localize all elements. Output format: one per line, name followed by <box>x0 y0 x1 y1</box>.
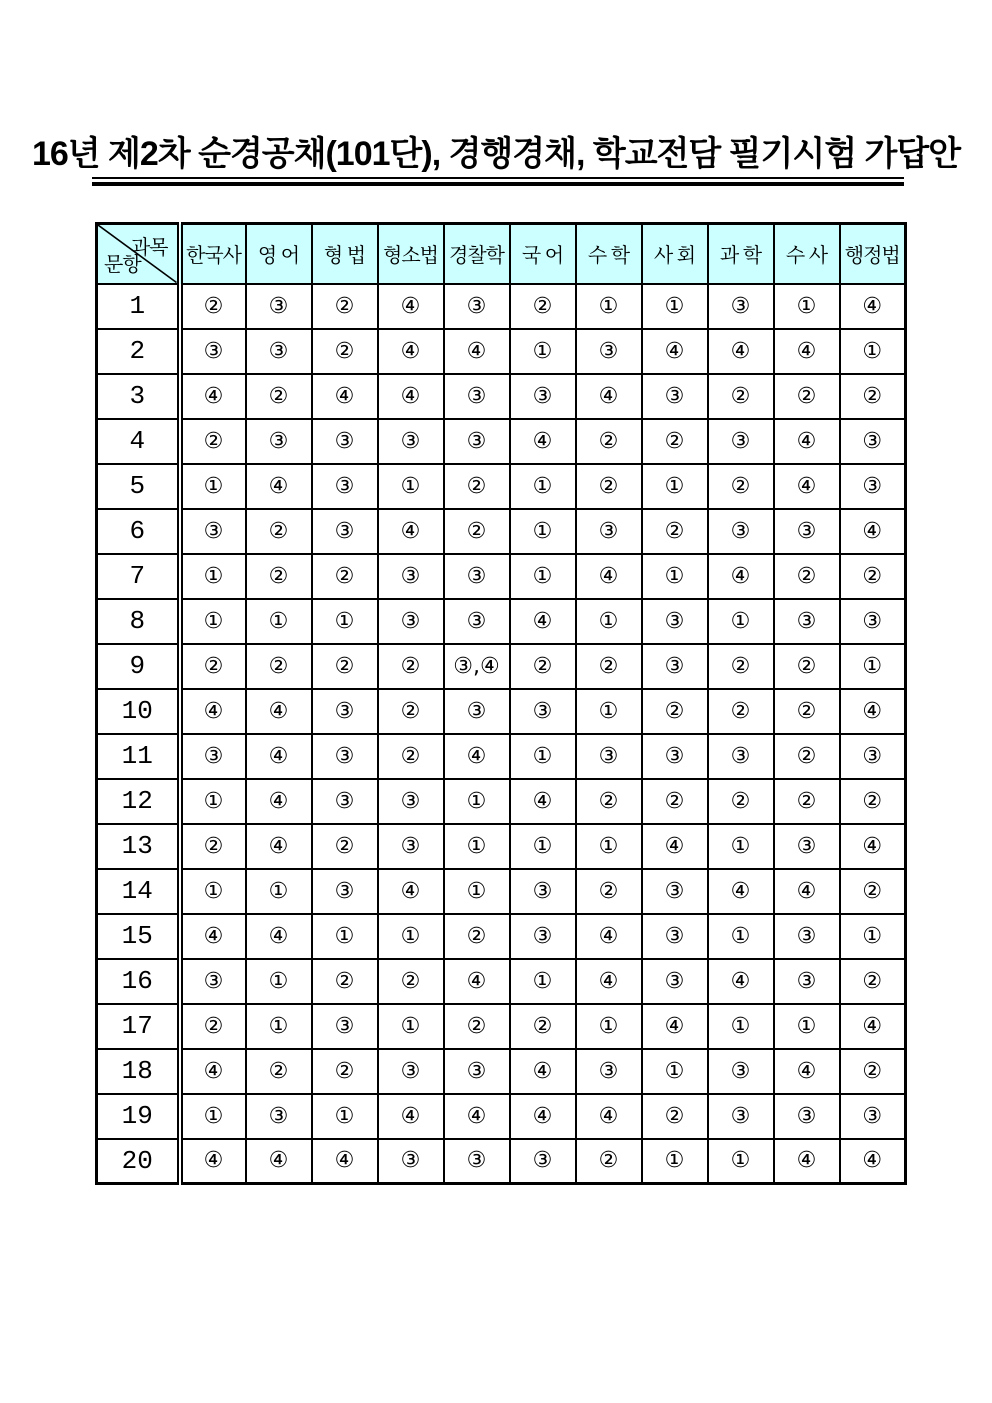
answer-cell: ① <box>180 1094 246 1139</box>
answer-cell: ② <box>510 284 576 329</box>
answer-cell: ② <box>774 554 840 599</box>
answer-cell: ① <box>246 869 312 914</box>
answer-cell: ④ <box>576 374 642 419</box>
answer-cell: ④ <box>840 824 906 869</box>
answer-cell: ② <box>708 644 774 689</box>
page-title: 16년 제2차 순경공채(101단), 경행경채, 학교전담 필기시험 가답안 <box>31 135 961 173</box>
answer-cell: ④ <box>378 374 444 419</box>
answer-cell: ④ <box>444 1094 510 1139</box>
answer-cell: ① <box>312 914 378 959</box>
answer-cell: ③ <box>840 464 906 509</box>
answer-cell: ③ <box>246 329 312 374</box>
column-header: 한국사 <box>180 224 246 284</box>
answer-cell: ③ <box>708 734 774 779</box>
answer-key-table <box>95 222 907 1185</box>
answer-cell: ② <box>642 419 708 464</box>
answer-cell: ② <box>180 644 246 689</box>
column-header: 형소법 <box>378 224 444 284</box>
answer-cell: ③ <box>840 734 906 779</box>
answer-cell: ③ <box>246 419 312 464</box>
table-row <box>97 419 906 464</box>
answer-cell: ② <box>246 554 312 599</box>
corner-label-subject: 과목 <box>130 237 168 259</box>
answer-cell: ④ <box>840 1139 906 1184</box>
answer-cell: ③ <box>510 914 576 959</box>
answer-cell: ② <box>312 959 378 1004</box>
corner-label-question: 문항 <box>104 253 141 276</box>
answer-cell: ② <box>378 734 444 779</box>
answer-cell: ② <box>378 644 444 689</box>
answer-cell: ③ <box>642 959 708 1004</box>
question-number: 14 <box>97 869 180 914</box>
answer-cell: ① <box>708 1004 774 1049</box>
answer-cell: ① <box>840 644 906 689</box>
table-row <box>97 554 906 599</box>
answer-cell: ④ <box>708 554 774 599</box>
answer-cell: ③ <box>510 869 576 914</box>
answer-cell: ② <box>510 1004 576 1049</box>
answer-cell: ① <box>246 959 312 1004</box>
answer-cell: ④ <box>312 1139 378 1184</box>
answer-cell: ④ <box>378 509 444 554</box>
answer-cell: ① <box>378 464 444 509</box>
answer-cell: ③ <box>510 374 576 419</box>
answer-cell: ② <box>576 419 642 464</box>
table-body <box>97 284 906 1184</box>
answer-cell: ④ <box>444 734 510 779</box>
answer-cell: ② <box>774 779 840 824</box>
header-row <box>97 224 906 284</box>
answer-cell: ④ <box>378 329 444 374</box>
answer-cell: ① <box>642 1139 708 1184</box>
answer-cell: ③ <box>642 914 708 959</box>
answer-cell: ③ <box>246 284 312 329</box>
answer-cell: ② <box>708 779 774 824</box>
answer-cell: ③ <box>840 599 906 644</box>
answer-cell: ② <box>312 329 378 374</box>
answer-cell: ④ <box>378 869 444 914</box>
column-header: 행정법 <box>840 224 906 284</box>
answer-cell: ③ <box>708 509 774 554</box>
answer-cell: ② <box>444 464 510 509</box>
table-row <box>97 779 906 824</box>
answer-cell: ② <box>312 644 378 689</box>
answer-cell: ④ <box>708 959 774 1004</box>
answer-cell: ④ <box>246 914 312 959</box>
table-row <box>97 1004 906 1049</box>
answer-cell: ③ <box>708 284 774 329</box>
question-number: 12 <box>97 779 180 824</box>
answer-cell: ② <box>444 509 510 554</box>
answer-cell: ③ <box>444 689 510 734</box>
answer-cell: ③ <box>774 509 840 554</box>
question-number: 5 <box>97 464 180 509</box>
answer-cell: ④ <box>444 959 510 1004</box>
table-row <box>97 689 906 734</box>
answer-cell: ② <box>576 779 642 824</box>
answer-cell: ④ <box>774 419 840 464</box>
answer-cell: ③ <box>444 284 510 329</box>
question-number: 2 <box>97 329 180 374</box>
answer-cell: ② <box>708 464 774 509</box>
answer-cell: ④ <box>774 329 840 374</box>
answer-cell: ③ <box>708 419 774 464</box>
question-number: 17 <box>97 1004 180 1049</box>
answer-cell: ③ <box>246 1094 312 1139</box>
answer-cell: ③,④ <box>444 644 510 689</box>
answer-cell: ② <box>378 959 444 1004</box>
question-number: 6 <box>97 509 180 554</box>
answer-cell: ④ <box>246 1139 312 1184</box>
answer-cell: ③ <box>840 419 906 464</box>
answer-cell: ④ <box>180 689 246 734</box>
answer-cell: ③ <box>378 1139 444 1184</box>
answer-cell: ② <box>774 644 840 689</box>
answer-cell: ① <box>774 1004 840 1049</box>
answer-cell: ② <box>642 779 708 824</box>
question-number: 8 <box>97 599 180 644</box>
answer-cell: ② <box>642 1094 708 1139</box>
answer-cell: ② <box>840 779 906 824</box>
answer-cell: ③ <box>312 1004 378 1049</box>
answer-cell: ① <box>246 599 312 644</box>
table-row <box>97 599 906 644</box>
answer-cell: ① <box>708 914 774 959</box>
answer-cell: ② <box>840 959 906 1004</box>
answer-cell: ① <box>708 599 774 644</box>
question-number: 11 <box>97 734 180 779</box>
answer-cell: ① <box>576 824 642 869</box>
answer-cell: ① <box>708 1139 774 1184</box>
answer-cell: ④ <box>774 1049 840 1094</box>
answer-cell: ④ <box>576 959 642 1004</box>
table-row <box>97 959 906 1004</box>
question-number: 13 <box>97 824 180 869</box>
answer-cell: ② <box>312 824 378 869</box>
answer-cell: ② <box>708 689 774 734</box>
answer-cell: ① <box>510 734 576 779</box>
answer-cell: ④ <box>246 824 312 869</box>
answer-cell: ① <box>840 914 906 959</box>
answer-cell: ③ <box>642 374 708 419</box>
question-number: 16 <box>97 959 180 1004</box>
answer-cell: ③ <box>708 1049 774 1094</box>
table-row <box>97 284 906 329</box>
answer-cell: ① <box>180 869 246 914</box>
answer-cell: ① <box>642 464 708 509</box>
question-number: 7 <box>97 554 180 599</box>
answer-cell: ① <box>510 464 576 509</box>
answer-cell: ② <box>774 374 840 419</box>
answer-cell: ① <box>312 599 378 644</box>
question-number: 18 <box>97 1049 180 1094</box>
answer-cell: ③ <box>444 1139 510 1184</box>
answer-cell: ③ <box>180 509 246 554</box>
answer-cell: ② <box>708 374 774 419</box>
answer-cell: ④ <box>708 869 774 914</box>
answer-cell: ④ <box>576 554 642 599</box>
answer-cell: ③ <box>180 734 246 779</box>
question-number: 9 <box>97 644 180 689</box>
answer-cell: ② <box>774 689 840 734</box>
column-header: 사 회 <box>642 224 708 284</box>
answer-cell: ① <box>510 329 576 374</box>
answer-cell: ② <box>378 689 444 734</box>
table-row <box>97 374 906 419</box>
answer-cell: ② <box>840 1049 906 1094</box>
answer-cell: ③ <box>510 689 576 734</box>
answer-cell: ③ <box>576 734 642 779</box>
answer-cell: ② <box>246 644 312 689</box>
answer-cell: ③ <box>312 734 378 779</box>
answer-cell: ② <box>576 644 642 689</box>
table-row <box>97 464 906 509</box>
answer-cell: ① <box>444 824 510 869</box>
answer-cell: ③ <box>312 419 378 464</box>
column-header: 경찰학 <box>444 224 510 284</box>
answer-cell: ② <box>312 554 378 599</box>
answer-cell: ③ <box>774 914 840 959</box>
answer-cell: ① <box>180 464 246 509</box>
answer-cell: ① <box>642 554 708 599</box>
answer-cell: ① <box>840 329 906 374</box>
column-header: 영 어 <box>246 224 312 284</box>
answer-cell: ④ <box>378 1094 444 1139</box>
answer-cell: ② <box>642 509 708 554</box>
question-number: 15 <box>97 914 180 959</box>
table-row <box>97 644 906 689</box>
table-row <box>97 914 906 959</box>
question-number: 10 <box>97 689 180 734</box>
table-row <box>97 329 906 374</box>
answer-cell: ④ <box>246 464 312 509</box>
answer-cell: ① <box>642 284 708 329</box>
answer-cell: ② <box>246 374 312 419</box>
answer-cell: ② <box>180 419 246 464</box>
answer-cell: ③ <box>312 779 378 824</box>
answer-cell: ④ <box>840 509 906 554</box>
question-number: 20 <box>97 1139 180 1184</box>
answer-cell: ② <box>180 284 246 329</box>
table-row <box>97 1094 906 1139</box>
answer-cell: ① <box>378 1004 444 1049</box>
table-row <box>97 1049 906 1094</box>
answer-cell: ④ <box>642 1004 708 1049</box>
answer-cell: ② <box>246 1049 312 1094</box>
answer-cell: ④ <box>378 284 444 329</box>
answer-cell: ② <box>642 689 708 734</box>
answer-cell: ④ <box>510 779 576 824</box>
answer-cell: ③ <box>642 734 708 779</box>
answer-cell: ④ <box>510 1049 576 1094</box>
answer-cell: ② <box>576 1139 642 1184</box>
answer-cell: ① <box>180 554 246 599</box>
answer-cell: ③ <box>576 329 642 374</box>
answer-cell: ③ <box>774 599 840 644</box>
question-number: 19 <box>97 1094 180 1139</box>
answer-cell: ③ <box>180 329 246 374</box>
answer-cell: ④ <box>708 329 774 374</box>
answer-cell: ③ <box>312 464 378 509</box>
answer-cell: ① <box>510 959 576 1004</box>
answer-cell: ③ <box>378 419 444 464</box>
answer-cell: ② <box>840 554 906 599</box>
answer-cell: ③ <box>642 599 708 644</box>
answer-cell: ④ <box>246 779 312 824</box>
answer-cell: ① <box>576 689 642 734</box>
answer-cell: ② <box>774 734 840 779</box>
answer-cell: ③ <box>642 644 708 689</box>
answer-cell: ① <box>444 779 510 824</box>
answer-cell: ④ <box>642 824 708 869</box>
answer-cell: ④ <box>840 284 906 329</box>
answer-cell: ① <box>510 509 576 554</box>
answer-cell: ① <box>642 1049 708 1094</box>
answer-cell: ② <box>246 509 312 554</box>
answer-cell: ③ <box>576 509 642 554</box>
question-number: 1 <box>97 284 180 329</box>
answer-cell: ④ <box>576 1094 642 1139</box>
answer-cell: ② <box>444 1004 510 1049</box>
answer-cell: ④ <box>180 1049 246 1094</box>
answer-cell: ② <box>576 869 642 914</box>
question-number: 4 <box>97 419 180 464</box>
answer-cell: ① <box>576 1004 642 1049</box>
answer-cell: ② <box>840 374 906 419</box>
column-header: 수 학 <box>576 224 642 284</box>
table-row <box>97 869 906 914</box>
column-header: 형 법 <box>312 224 378 284</box>
answer-cell: ④ <box>246 734 312 779</box>
answer-cell: ④ <box>576 914 642 959</box>
answer-cell: ④ <box>180 1139 246 1184</box>
table-row <box>97 1139 906 1184</box>
answer-cell: ③ <box>576 1049 642 1094</box>
answer-cell: ③ <box>444 374 510 419</box>
answer-cell: ③ <box>444 1049 510 1094</box>
column-header: 국 어 <box>510 224 576 284</box>
answer-cell: ④ <box>510 1094 576 1139</box>
table-row <box>97 734 906 779</box>
answer-cell: ① <box>708 824 774 869</box>
answer-cell: ① <box>246 1004 312 1049</box>
answer-cell: ③ <box>378 824 444 869</box>
answer-cell: ③ <box>312 869 378 914</box>
answer-cell: ③ <box>444 419 510 464</box>
answer-cell: ③ <box>444 599 510 644</box>
table-row <box>97 509 906 554</box>
answer-cell: ③ <box>444 554 510 599</box>
column-header: 과 학 <box>708 224 774 284</box>
title-underline <box>92 177 904 186</box>
answer-cell: ③ <box>774 1094 840 1139</box>
answer-cell: ③ <box>312 689 378 734</box>
answer-cell: ① <box>576 284 642 329</box>
question-number: 3 <box>97 374 180 419</box>
answer-cell: ③ <box>378 1049 444 1094</box>
answer-cell: ④ <box>840 689 906 734</box>
answer-cell: ② <box>180 1004 246 1049</box>
answer-cell: ④ <box>444 329 510 374</box>
answer-cell: ② <box>180 824 246 869</box>
answer-cell: ① <box>378 914 444 959</box>
answer-cell: ① <box>312 1094 378 1139</box>
answer-cell: ① <box>510 554 576 599</box>
answer-cell: ① <box>444 869 510 914</box>
answer-cell: ② <box>444 914 510 959</box>
answer-cell: ④ <box>840 1004 906 1049</box>
answer-cell: ③ <box>642 869 708 914</box>
answer-cell: ③ <box>312 509 378 554</box>
answer-cell: ③ <box>774 824 840 869</box>
answer-cell: ④ <box>774 1139 840 1184</box>
answer-cell: ③ <box>378 599 444 644</box>
answer-cell: ② <box>510 644 576 689</box>
answer-cell: ① <box>510 824 576 869</box>
answer-cell: ① <box>180 599 246 644</box>
answer-cell: ② <box>840 869 906 914</box>
answer-cell: ③ <box>180 959 246 1004</box>
answer-cell: ② <box>312 284 378 329</box>
answer-cell: ④ <box>510 599 576 644</box>
answer-cell: ③ <box>378 779 444 824</box>
answer-cell: ② <box>312 1049 378 1094</box>
answer-cell: ④ <box>312 374 378 419</box>
answer-cell: ③ <box>774 959 840 1004</box>
answer-cell: ③ <box>378 554 444 599</box>
answer-cell: ③ <box>840 1094 906 1139</box>
table-row <box>97 824 906 869</box>
answer-cell: ① <box>774 284 840 329</box>
column-header: 수 사 <box>774 224 840 284</box>
answer-cell: ④ <box>246 689 312 734</box>
answer-cell: ④ <box>510 419 576 464</box>
answer-cell: ④ <box>180 914 246 959</box>
answer-cell: ③ <box>510 1139 576 1184</box>
answer-cell: ② <box>576 464 642 509</box>
answer-cell: ④ <box>180 374 246 419</box>
answer-cell: ④ <box>774 869 840 914</box>
answer-cell: ③ <box>708 1094 774 1139</box>
answer-cell: ① <box>180 779 246 824</box>
answer-cell: ① <box>576 599 642 644</box>
corner-cell <box>97 224 180 284</box>
answer-cell: ④ <box>642 329 708 374</box>
answer-cell: ④ <box>774 464 840 509</box>
